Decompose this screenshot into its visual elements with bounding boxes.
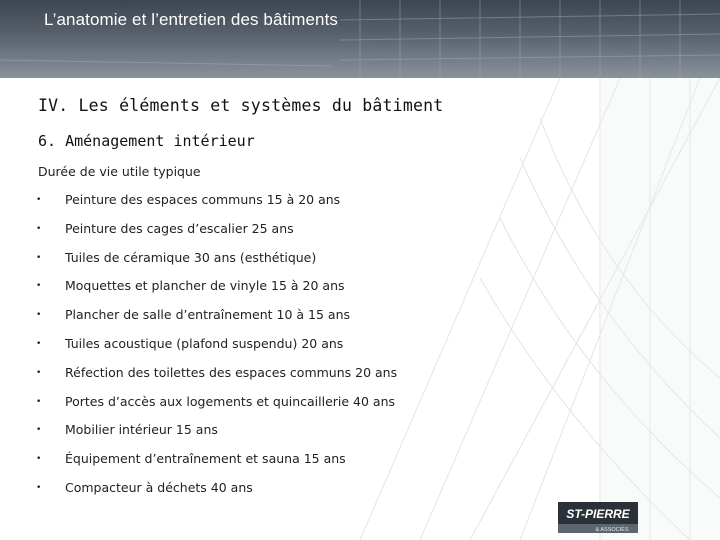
list-item xyxy=(36,450,636,470)
logo-subtitle: & ASSOCIÉS xyxy=(595,527,629,533)
list-item-text: Moquettes et plancher de vinyle 15 à 20 ans xyxy=(65,278,345,293)
bullet-icon: • xyxy=(36,483,42,493)
company-logo xyxy=(558,500,638,534)
list-item xyxy=(36,249,636,269)
bullet-icon: • xyxy=(36,339,42,349)
bullet-icon: • xyxy=(36,281,42,291)
logo-wordmark: ST-PIERRE xyxy=(566,507,630,521)
header-banner xyxy=(0,0,720,78)
list-item xyxy=(36,277,636,297)
list-item-text: Plancher de salle d’entraînement 10 à 15 ans xyxy=(65,307,351,322)
section-title: IV. Les éléments et systèmes du bâtiment xyxy=(38,96,444,115)
list-item xyxy=(36,364,636,384)
subsection-title: 6. Aménagement intérieur xyxy=(38,132,255,150)
list-item xyxy=(36,220,636,240)
list-item xyxy=(36,421,636,441)
list-item xyxy=(36,306,636,326)
list-item-text: Réfection des toilettes des espaces communs 20 ans xyxy=(65,365,398,380)
list-item-text: Équipement d’entraînement et sauna 15 ans xyxy=(65,451,346,466)
slide-content xyxy=(0,78,720,540)
bullet-icon: • xyxy=(36,368,42,378)
bullet-icon: • xyxy=(36,454,42,464)
list-item xyxy=(36,335,636,355)
bullet-icon: • xyxy=(36,224,42,234)
list-item-text: Compacteur à déchets 40 ans xyxy=(65,480,253,495)
bullet-icon: • xyxy=(36,310,42,320)
bullet-icon: • xyxy=(36,253,42,263)
list-item-text: Mobilier intérieur 15 ans xyxy=(65,422,218,437)
list-item xyxy=(36,393,636,413)
list-item xyxy=(36,191,636,211)
bullet-icon: • xyxy=(36,425,42,435)
bullet-icon: • xyxy=(36,397,42,407)
list-item-text: Peinture des cages d’escalier 25 ans xyxy=(65,221,294,236)
intro-text: Durée de vie utile typique xyxy=(38,164,201,179)
list-item-text: Tuiles de céramique 30 ans (esthétique) xyxy=(65,250,317,265)
list-item-text: Tuiles acoustique (plafond suspendu) 20 ans xyxy=(65,336,344,351)
page-title: L’anatomie et l’entretien des bâtiments xyxy=(44,10,339,29)
bullet-icon: • xyxy=(36,195,42,205)
list-item xyxy=(36,479,636,499)
list-item-text: Portes d’accès aux logements et quincaillerie 40 ans xyxy=(65,394,396,409)
list-item-text: Peinture des espaces communs 15 à 20 ans xyxy=(65,192,341,207)
